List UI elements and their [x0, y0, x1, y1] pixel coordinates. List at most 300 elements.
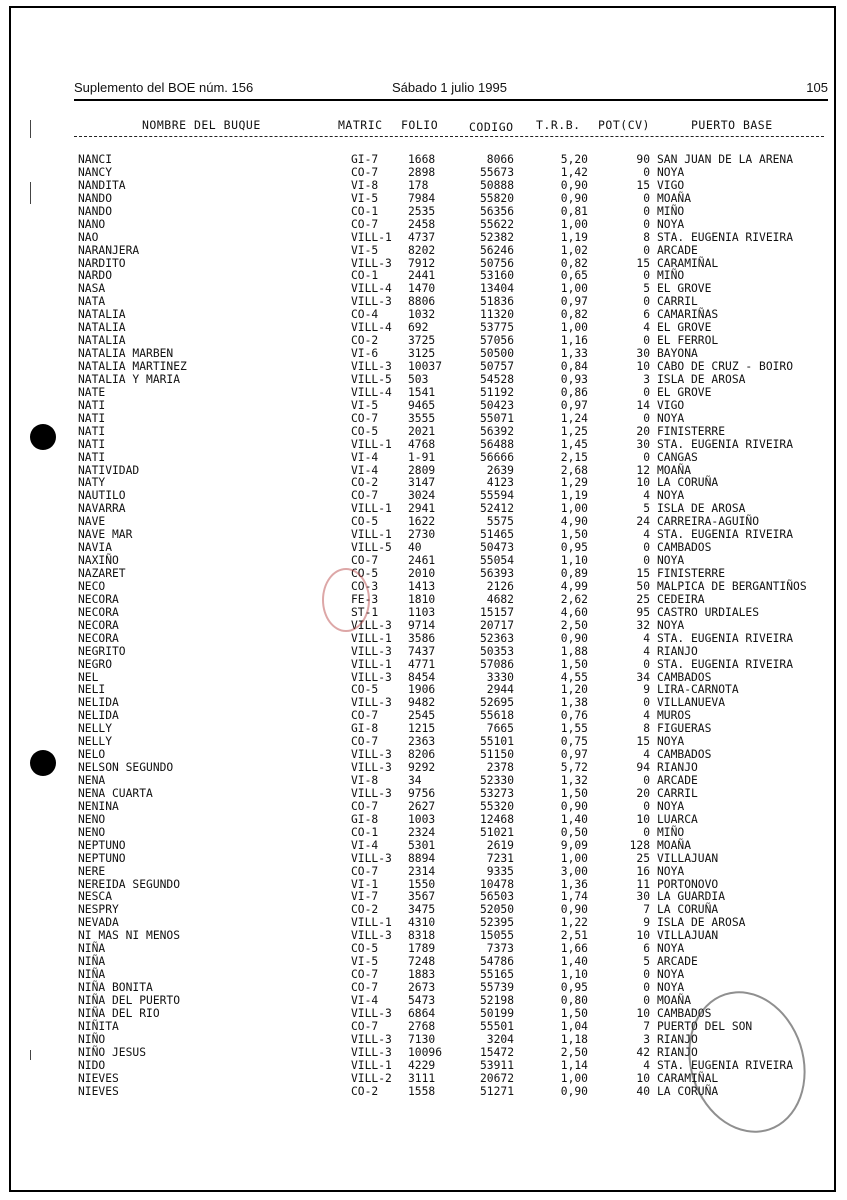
vessel-trb: 1,29 [560, 476, 588, 490]
vessel-trb: 1,50 [560, 528, 588, 542]
vessel-matric: VILL-3 [351, 1006, 392, 1020]
vessel-pot: 0 [643, 217, 650, 231]
vessel-trb: 0,97 [560, 398, 588, 412]
vessel-trb: 1,42 [560, 165, 588, 179]
vessel-port: CAMBADOS [657, 748, 712, 762]
vessel-codigo: 53911 [479, 1058, 514, 1072]
vessel-codigo: 11320 [479, 308, 514, 322]
vessel-port: ISLA DE AROSA [657, 916, 746, 930]
table-row [0, 347, 847, 360]
vessel-port: BAYONA [657, 347, 698, 361]
vessel-codigo: 55054 [479, 554, 514, 568]
table-row [0, 179, 847, 192]
vessel-codigo: 54528 [479, 372, 514, 386]
vessel-name: NELIDA [78, 709, 119, 723]
header-rule [74, 99, 828, 101]
vessel-name: NAXIÑO [78, 554, 119, 568]
vessel-trb: 0,90 [560, 191, 588, 205]
vessel-codigo: 56488 [479, 437, 514, 451]
vessel-name: NATY [78, 476, 106, 490]
vessel-matric: VILL-3 [351, 644, 392, 658]
vessel-trb: 0,86 [560, 385, 588, 399]
vessel-port: STA. EUGENIA RIVEIRA [657, 631, 794, 645]
table-row [0, 464, 847, 477]
vessel-pot: 4 [643, 748, 650, 762]
vessel-name: NATALIA [78, 334, 126, 348]
vessel-trb: 1,45 [560, 437, 588, 451]
vessel-matric: CO-7 [351, 165, 379, 179]
vessel-matric: CO-5 [351, 942, 379, 956]
vessel-matric: VILL-3 [351, 1032, 392, 1046]
table-row [0, 489, 847, 502]
vessel-port: MOAÑA [657, 838, 692, 852]
vessel-matric: CO-7 [351, 799, 379, 813]
vessel-trb: 0,82 [560, 308, 588, 322]
vessel-pot: 8 [643, 230, 650, 244]
vessel-matric: VI-8 [351, 178, 379, 192]
vessel-folio: 5301 [408, 838, 436, 852]
vessel-pot: 0 [643, 981, 650, 994]
vessel-trb: 0,84 [560, 360, 588, 373]
vessel-matric: VI-1 [351, 877, 379, 891]
vessel-port: NOYA [657, 981, 685, 994]
vessel-pot: 20 [636, 786, 650, 800]
vessel-name: NECORA [78, 631, 119, 645]
vessel-port: STA. EUGENIA RIVEIRA [657, 1058, 794, 1072]
vessel-name: NEGRO [78, 657, 113, 671]
vessel-matric: VI-4 [351, 463, 379, 477]
vessel-trb: 0,97 [560, 748, 588, 762]
vessel-name: NIEVES [78, 1084, 119, 1098]
vessel-codigo: 3204 [486, 1032, 514, 1046]
table-row [0, 748, 847, 761]
vessel-folio: 3125 [408, 347, 436, 361]
col-puerto: PUERTO BASE [691, 118, 773, 132]
vessel-codigo: 55071 [479, 411, 514, 425]
vessel-port: ISLA DE AROSA [657, 502, 746, 516]
margin-mark [30, 120, 31, 138]
vessel-folio: 5473 [408, 993, 436, 1007]
vessel-name: NIÑITA [78, 1019, 119, 1033]
vessel-folio: 2627 [408, 799, 436, 813]
vessel-folio: 3725 [408, 334, 436, 348]
vessel-trb: 0,90 [560, 1084, 588, 1098]
table-row [0, 528, 847, 541]
vessel-trb: 1,88 [560, 644, 588, 658]
vessel-codigo: 4123 [486, 476, 514, 490]
vessel-name: NATI [78, 424, 106, 438]
vessel-port: PUERTO DEL SON [657, 1019, 753, 1033]
vessel-name: NAO [78, 230, 99, 244]
vessel-codigo: 52363 [479, 631, 514, 645]
vessel-codigo: 55673 [479, 165, 514, 179]
vessel-pot: 7 [643, 903, 650, 917]
vessel-trb: 1,32 [560, 774, 588, 787]
vessel-port: VILLANUEVA [657, 696, 726, 710]
vessel-matric: CO-4 [351, 308, 379, 322]
vessel-name: NAVE [78, 515, 106, 529]
vessel-folio: 2730 [408, 528, 436, 542]
vessel-name: NIÑA [78, 968, 106, 982]
vessel-matric: VI-4 [351, 450, 379, 464]
vessel-port: NOYA [657, 217, 685, 231]
vessel-port: PORTONOVO [657, 877, 719, 891]
vessel-name: NIÑA DEL RIO [78, 1006, 160, 1020]
vessel-trb: 1,50 [560, 1006, 588, 1020]
table-row [0, 903, 847, 916]
vessel-name: NENO [78, 825, 106, 839]
vessel-trb: 0,90 [560, 631, 588, 645]
vessel-name: NELLY [78, 722, 113, 736]
vessel-pot: 94 [636, 761, 650, 775]
vessel-folio: 2441 [408, 269, 436, 283]
vessel-folio: 7437 [408, 644, 436, 658]
vessel-name: NELSON SEGUNDO [78, 761, 174, 775]
table-row [0, 774, 847, 787]
table-row [0, 981, 847, 994]
vessel-trb: 0,82 [560, 256, 588, 270]
vessel-port: STA. EUGENIA RIVEIRA [657, 437, 794, 451]
vessel-port: LUARCA [657, 812, 698, 826]
vessel-port: LA CORUÑA [657, 903, 719, 917]
vessel-folio: 9714 [408, 618, 436, 632]
vessel-codigo: 55739 [479, 981, 514, 994]
vessel-trb: 1,40 [560, 812, 588, 826]
vessel-matric: CO-2 [351, 903, 379, 917]
vessel-folio: 7130 [408, 1032, 436, 1046]
vessel-trb: 0,80 [560, 993, 588, 1007]
vessel-matric: CO-1 [351, 825, 379, 839]
vessel-name: NAVARRA [78, 502, 126, 516]
vessel-codigo: 2126 [486, 579, 514, 593]
vessel-codigo: 8066 [486, 153, 514, 166]
col-trb: T.R.B. [536, 118, 581, 132]
vessel-codigo: 50353 [479, 644, 514, 658]
vessel-trb: 0,76 [560, 709, 588, 723]
vessel-port: RIANJO [657, 644, 698, 658]
vessel-codigo: 55320 [479, 799, 514, 813]
vessel-folio: 3111 [408, 1071, 436, 1085]
vessel-pot: 0 [643, 825, 650, 839]
vessel-matric: FE-3 [351, 592, 379, 606]
vessel-codigo: 55501 [479, 1019, 514, 1033]
vessel-pot: 5 [643, 282, 650, 296]
vessel-folio: 9756 [408, 786, 436, 800]
vessel-port: FINISTERRE [657, 567, 726, 580]
vessel-port: EL GROVE [657, 385, 712, 399]
vessel-folio: 9465 [408, 398, 436, 412]
vessel-name: NATI [78, 411, 106, 425]
vessel-port: ISLA DE AROSA [657, 372, 746, 386]
vessel-port: NOYA [657, 799, 685, 813]
vessel-matric: VILL-3 [351, 851, 392, 865]
vessel-pot: 0 [643, 385, 650, 399]
vessel-codigo: 7665 [486, 722, 514, 736]
table-row [0, 425, 847, 438]
vessel-matric: VILL-1 [351, 1058, 392, 1072]
vessel-folio: 2314 [408, 864, 436, 878]
table-row [0, 645, 847, 658]
vessel-name: NATI [78, 398, 106, 412]
vessel-matric: VILL-3 [351, 670, 392, 684]
vessel-pot: 20 [636, 424, 650, 438]
vessel-matric: GI-7 [351, 153, 379, 166]
vessel-pot: 4 [643, 321, 650, 335]
vessel-port: MIÑO [657, 204, 685, 218]
vessel-trb: 1,19 [560, 230, 588, 244]
vessel-name: NIÑA [78, 942, 106, 956]
vessel-folio: 3567 [408, 890, 436, 904]
vessel-folio: 2535 [408, 204, 436, 218]
table-row [0, 567, 847, 580]
vessel-trb: 1,10 [560, 554, 588, 568]
vessel-folio: 2898 [408, 165, 436, 179]
vessel-codigo: 50500 [479, 347, 514, 361]
vessel-folio: 3586 [408, 631, 436, 645]
table-row [0, 813, 847, 826]
vessel-trb: 1,66 [560, 942, 588, 956]
vessel-port: LA GUARDIA [657, 890, 726, 904]
vessel-matric: CO-5 [351, 424, 379, 438]
vessel-matric: VI-6 [351, 347, 379, 361]
vessel-folio: 692 [408, 321, 429, 335]
vessel-pot: 7 [643, 1019, 650, 1033]
vessel-folio: 3475 [408, 903, 436, 917]
vessel-trb: 4,60 [560, 605, 588, 619]
table-row [0, 502, 847, 515]
vessel-codigo: 12468 [479, 812, 514, 826]
vessel-name: NENINA [78, 799, 119, 813]
col-name: NOMBRE DEL BUQUE [142, 118, 261, 132]
vessel-name: NELO [78, 748, 106, 762]
vessel-name: NATA [78, 295, 106, 309]
table-row [0, 852, 847, 865]
vessel-codigo: 50423 [479, 398, 514, 412]
vessel-pot: 50 [636, 579, 650, 593]
vessel-codigo: 52412 [479, 502, 514, 516]
vessel-folio: 4768 [408, 437, 436, 451]
vessel-folio: 7912 [408, 256, 436, 270]
vessel-pot: 15 [636, 178, 650, 192]
vessel-port: CEDEIRA [657, 592, 705, 606]
vessel-pot: 24 [636, 515, 650, 529]
vessel-codigo: 9335 [486, 864, 514, 878]
vessel-name: NATALIA Y MARIA [78, 372, 181, 386]
vessel-pot: 5 [643, 502, 650, 516]
vessel-trb: 0,95 [560, 981, 588, 994]
vessel-codigo: 20672 [479, 1071, 514, 1085]
table-row [0, 735, 847, 748]
vessel-pot: 0 [643, 968, 650, 982]
vessel-codigo: 55101 [479, 735, 514, 749]
vessel-codigo: 56356 [479, 204, 514, 218]
vessel-pot: 10 [636, 360, 650, 373]
vessel-port: MIÑO [657, 825, 685, 839]
table-row [0, 515, 847, 528]
vessel-matric: ST-1 [351, 605, 379, 619]
vessel-matric: VILL-1 [351, 631, 392, 645]
vessel-port: FIGUERAS [657, 722, 712, 736]
vessel-pot: 4 [643, 528, 650, 542]
header-dash-rule [74, 136, 824, 137]
vessel-trb: 1,00 [560, 282, 588, 296]
vessel-matric: VILL-3 [351, 761, 392, 775]
vessel-matric: VILL-3 [351, 929, 392, 943]
vessel-matric: VI-5 [351, 398, 379, 412]
vessel-codigo: 5575 [486, 515, 514, 529]
vessel-name: NATALIA MARTINEZ [78, 360, 187, 373]
vessel-trb: 4,55 [560, 670, 588, 684]
vessel-name: NIÑA BONITA [78, 981, 153, 994]
vessel-name: NEPTUNO [78, 851, 126, 865]
table-row [0, 722, 847, 735]
vessel-name: NERE [78, 864, 106, 878]
vessel-trb: 1,00 [560, 502, 588, 516]
vessel-name: NEGRITO [78, 644, 126, 658]
table-row [0, 916, 847, 929]
vessel-port: LIRA-CARNOTA [657, 683, 739, 697]
vessel-matric: VILL-5 [351, 372, 392, 386]
vessel-matric: CO-2 [351, 334, 379, 348]
vessel-port: VIGO [657, 178, 685, 192]
vessel-pot: 0 [643, 334, 650, 348]
vessel-matric: VILL-1 [351, 916, 392, 930]
vessel-pot: 10 [636, 812, 650, 826]
vessel-codigo: 55618 [479, 709, 514, 723]
vessel-matric: VILL-1 [351, 657, 392, 671]
table-row [0, 671, 847, 684]
vessel-port: CAMBADOS [657, 670, 712, 684]
vessel-pot: 0 [643, 799, 650, 813]
vessel-pot: 12 [636, 463, 650, 477]
vessel-name: NEVADA [78, 916, 119, 930]
vessel-port: VIGO [657, 398, 685, 412]
table-row [0, 593, 847, 606]
vessel-codigo: 50756 [479, 256, 514, 270]
col-folio: FOLIO [401, 118, 439, 132]
vessel-pot: 0 [643, 165, 650, 179]
vessel-port: NOYA [657, 968, 685, 982]
vessel-name: NAZARET [78, 567, 126, 580]
vessel-pot: 0 [643, 269, 650, 283]
vessel-trb: 1,02 [560, 243, 588, 257]
table-row [0, 632, 847, 645]
table-row [0, 955, 847, 968]
vessel-pot: 0 [643, 204, 650, 218]
table-row [0, 968, 847, 981]
vessel-name: NATALIA [78, 308, 126, 322]
vessel-codigo: 2619 [486, 838, 514, 852]
vessel-folio: 1032 [408, 308, 436, 322]
vessel-port: EL GROVE [657, 282, 712, 296]
vessel-trb: 5,72 [560, 761, 588, 775]
vessel-matric: VILL-3 [351, 256, 392, 270]
vessel-trb: 2,15 [560, 450, 588, 464]
vessel-name: NAUTILO [78, 489, 126, 503]
vessel-name: NENA CUARTA [78, 786, 153, 800]
vessel-codigo: 2639 [486, 463, 514, 477]
vessel-folio: 1003 [408, 812, 436, 826]
vessel-pot: 3 [643, 1032, 650, 1046]
vessel-matric: CO-7 [351, 864, 379, 878]
vessel-name: NI MAS NI MENOS [78, 929, 181, 943]
table-row [0, 683, 847, 696]
vessel-port: RIANJO [657, 1045, 698, 1059]
table-row [0, 839, 847, 852]
vessel-port: NOYA [657, 618, 685, 632]
table-row [0, 929, 847, 942]
table-row [0, 787, 847, 800]
vessel-pot: 0 [643, 541, 650, 555]
vessel-matric: VI-7 [351, 890, 379, 904]
vessel-folio: 1622 [408, 515, 436, 529]
vessel-codigo: 56393 [479, 567, 514, 580]
vessel-trb: 9,09 [560, 838, 588, 852]
vessel-port: CASTRO URDIALES [657, 605, 760, 619]
table-row [0, 295, 847, 308]
vessel-codigo: 56503 [479, 890, 514, 904]
vessel-folio: 4310 [408, 916, 436, 930]
vessel-name: NANDITA [78, 178, 126, 192]
vessel-matric: CO-7 [351, 1019, 379, 1033]
vessel-codigo: 52395 [479, 916, 514, 930]
table-row [0, 800, 847, 813]
table-row [0, 166, 847, 179]
table-row [0, 619, 847, 632]
vessel-folio: 40 [408, 541, 422, 555]
vessel-trb: 2,62 [560, 592, 588, 606]
vessel-trb: 0,97 [560, 295, 588, 309]
vessel-folio: 2461 [408, 554, 436, 568]
vessel-pot: 6 [643, 308, 650, 322]
vessel-trb: 1,18 [560, 1032, 588, 1046]
vessel-matric: CO-2 [351, 1084, 379, 1098]
vessel-codigo: 15055 [479, 929, 514, 943]
vessel-name: NANCI [78, 153, 113, 166]
vessel-name: NESPRY [78, 903, 119, 917]
vessel-pot: 9 [643, 683, 650, 697]
vessel-codigo: 52695 [479, 696, 514, 710]
vessel-pot: 25 [636, 851, 650, 865]
vessel-pot: 32 [636, 618, 650, 632]
vessel-codigo: 52382 [479, 230, 514, 244]
table-row [0, 153, 847, 166]
vessel-trb: 1,36 [560, 877, 588, 891]
vessel-pot: 11 [636, 877, 650, 891]
table-row [0, 451, 847, 464]
vessel-name: NIÑO JESUS [78, 1045, 147, 1059]
vessel-port: CAMBADOS [657, 1006, 712, 1020]
table-row [0, 761, 847, 774]
vessel-pot: 10 [636, 929, 650, 943]
vessel-name: NESCA [78, 890, 113, 904]
vessel-port: STA. EUGENIA RIVEIRA [657, 657, 794, 671]
vessel-name: NECO [78, 579, 106, 593]
vessel-codigo: 50888 [479, 178, 514, 192]
vessel-codigo: 52330 [479, 774, 514, 787]
table-row [0, 541, 847, 554]
vessel-port: CARAMIÑAL [657, 1071, 719, 1085]
vessel-folio: 10096 [408, 1045, 443, 1059]
vessel-trb: 1,00 [560, 321, 588, 335]
vessel-folio: 34 [408, 774, 422, 787]
vessel-matric: VILL-3 [351, 618, 392, 632]
vessel-codigo: 53160 [479, 269, 514, 283]
vessel-port: LA CORUÑA [657, 476, 719, 490]
vessel-pot: 30 [636, 890, 650, 904]
vessel-port: CABO DE CRUZ - BOIRO [657, 360, 794, 373]
vessel-trb: 2,51 [560, 929, 588, 943]
